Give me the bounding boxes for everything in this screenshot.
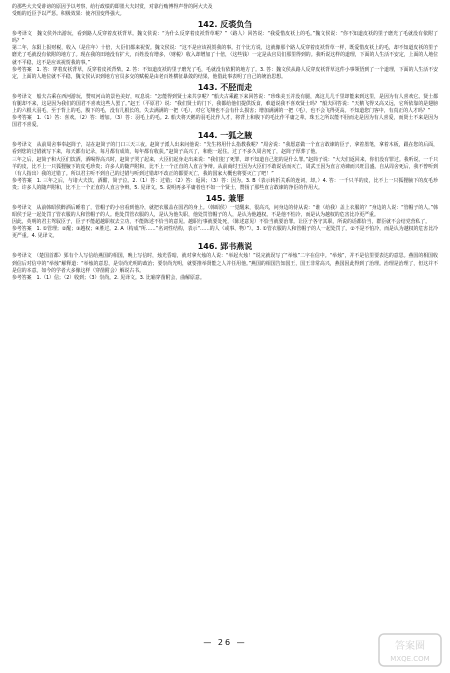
translation-paragraph: 第二年，东阳上报财税，收入（是往年）十倍，大臣们都来祝贺。魏文侯说：“这不是应该祝贺我的事。打个比方说，这就像那个路人反穿着皮袄背草一样，既爱惜皮袄上的毛，却不知道皮袄的里子磨光了毛就没有依附的地方了。现在我的田地没有扩大，百姓没有增多，（财税）收入却增加了十倍，（这些钱）一定是从官员们那里得到的。我听说这样的道理，下面的人生活不安定，上面的人地位就不平稳，这不是应该祝贺我的事。” [12, 45, 438, 66]
answer-paragraph: 参考答案 1. 答：穿着皮袄背草，反穿着皮袄背柴。2. 答：不知道皮袄的里子磨光了毛，毛就没有依附的地方了。3. 答：魏文侯从路人反穿皮袄背草这件小事领悟到了一个道理，下面的人生活不安定，上面的人地位就不平稳，魏文侯认识到地方官员多交的赋税是由老百姓横征暴敛的结果，他借此事表明了自己的统治思想。 [12, 66, 438, 80]
section-142 [12, 19, 438, 81]
section-144 [12, 130, 438, 192]
answer-paragraph: 参考答案 1. 三年之后，与诸大夫饮，酒酣，简子泣。2.（1）答：过错；（2）答：返回；（3）答：因为。3. B（表示转折关系的连词，却。）4. 答：一千只羊的皮，比不上一只狐狸腋下的皮毛珍贵；许多人的随声附和，比不上一个正直的人直言争辩。5. 见译文。5. 说明再多平庸者也不如一个贤士，赞扬了那些直言敢谏的净臣的作用大。 [12, 177, 438, 191]
section-145 [12, 193, 438, 240]
translation-paragraph: 参考译文 船夫古乘在西河游玩，赞叹河山的景色美好，叹息说：“怎能得到贤士来共享呢？”船夫古乘跪下来回答说：“珍珠美玉并没有腿，离这儿几千里却能来到这里，是因为有人喜欢它。贤士都有腿却不来，这是因为我们的国君不喜欢这些人罢了。”赵王（平原君）说：“我们贤士的门下，我都给他们提供饭食，难道说我不喜欢贤士吗？”船夫回答说：“天鹅飞得又高又远，它所依靠的是翅膀上的六根大羽毛，至于背上的毛，腹下的毛，没有几根长的。失去满满的一把（毛），对它飞翔也不会有什么损害；增加满满的一把（毛），也不会飞得更高。不知道您门客中，有真正的人才吗？” [12, 93, 438, 115]
translation-paragraph: 参考译文 （楚国首都）郢有个人写信给燕国的相国，晚上写信时，烛光昏暗，就对拿火烛的人说：“举起火烛！”说完就误写了“举烛”二字在信中。“举烛”，并不是信里要表达的意思。燕国的相国收到信后对信中的“举烛”解释道：“举烛的意思，是崇尚光明的政治；要崇尚光明，就要推举贤能之人并任用他。”燕国的相国告知国王，国王非常高兴，燕国因此得到了治理。治理是治理了，但这并不是信的本意。如今的学者大多像这样（穿凿附会）解说古书。 [12, 253, 438, 274]
answer-paragraph: 参考答案 1.（1）答：喜欢。（2）答：增加。（3）答：羽毛上的毛。2. 船夫将天鹅的羽毛比作人才，将背上和腹下的毛比作平庸之辈。珠玉之所以能不胫而走是因为有人喜爱，而贤士不来是因为国君不喜爱。 [12, 115, 438, 129]
translation-paragraph: 参考译文 从前韩昭侯醉酒后睡着了，管帽子的小官看到他冷，就把衣服盖在国君的身上。（韩昭侯）一觉醒来，很高兴，问身边的侍从说：“谁（给我）盖上衣服的？”身边的人说：“管帽子的人。”韩昭侯于是一起处罚了管衣服的人和管帽子的人。他处罚管衣服的人，是认为他失职，他处罚管帽子的人，是认为他越权。不是他不怕冷，而是认为越权的危害比冷更严重。 [12, 204, 438, 219]
section-title: 142. 反裘负刍 [197, 20, 253, 30]
section-title: 145. 兼罪 [205, 193, 245, 203]
section-143 [12, 82, 438, 129]
translation-paragraph: 参考译文 从前周舍事奉赵简子，站在赵简子的门口三天三夜。赵简子派人出来问他说：“先生将用什么指教我呢？”周舍说：“我愿意做一个直言敢谏的臣子，拿着墨笔，拿着木板，跟在您的后面，看到您的过错就写下来，每天都有记录，每月都有成效，每年都有收获。”赵简子高兴了，和他一起住。过了不多久周舍死了，赵简子厚葬了他。 [12, 142, 438, 156]
watermark-logo [378, 633, 442, 667]
translation-paragraph: 因此，英明的君主驾驭臣子，臣子不能超越职权去立功，不能陈述不恰当的意见。越职行事就要处死，（陈述意见）不恰当就要治罪。让臣子各守其职，所说的话都恰当，群臣就不会结党营私了。 [12, 219, 431, 226]
answer-paragraph: 参考答案 1.（1）信；（2）收到；（3）崇尚。2. 见译文。3. 比喻穿凿附会，曲解原意。 [12, 274, 205, 281]
intro-line: 的那些大夫受诽谤的原因予以考察，给行政绩的即墨大夫封赏，对靠行贿博得声誉的阿大夫及 [12, 4, 213, 10]
section-title: 143. 不胫而走 [197, 82, 253, 92]
svg-text:答案圈: 答案圈 [395, 641, 425, 652]
translation-paragraph: 三年之后，赵简子和大臣们饮酒，酒喝得高兴时，赵简子哭了起来，大臣们起身走出来说：“我们犯了死罪，却不知道自己犯的是什么罪。”赵简子说：“大夫们返回来，你们没有罪过。我听说，一千只羊的皮，比不上一只狐狸腋下的皮毛珍贵；许多人的随声附和，比不上一个正直的人直言争辩。从前商纣王因为大臣们不敢说话而灭亡，周武王因为直言劝谏而兴旺昌盛。自从周舍死后，我不曾听到（有人指出）我的过错了。所以君主听不到自己的过错与听到过错却不改正的都要灭亡，我的国家大概也将要灭亡了吧！” [12, 156, 438, 177]
intro-line: 受贿的近臣予以严惩。积极效果：使齐国变得强大。 [12, 11, 125, 18]
translation-paragraph: 参考译文 魏文侯外出游玩，看到路人反穿着皮袄背草。魏文侯说：“为什么反穿着皮袄背草呢？”（路人）回答说：“我爱惜皮袄上的毛。”魏文侯说：“你不知道皮袄的里子磨光了毛就没有依附了吗？” [12, 31, 438, 45]
svg-text:MXQE.COM: MXQE.COM [390, 655, 430, 663]
answer-paragraph: 参考答案 1. ①管理；②醒；③越权；④胜过。2. A（构成“所……”名词性结构，表示“……的人（或事、物）”）。3. ①管衣服的人和管帽子的人一起处罚了。②不是不怕冷，而是认为越权的危害比冷更严重。4. 见译文。 [12, 226, 438, 240]
page-number: — 26 — [203, 638, 247, 647]
section-title: 146. 郢书燕说 [197, 242, 253, 252]
section-title: 144. 一狐之腋 [197, 131, 253, 141]
section-146 [12, 241, 438, 281]
